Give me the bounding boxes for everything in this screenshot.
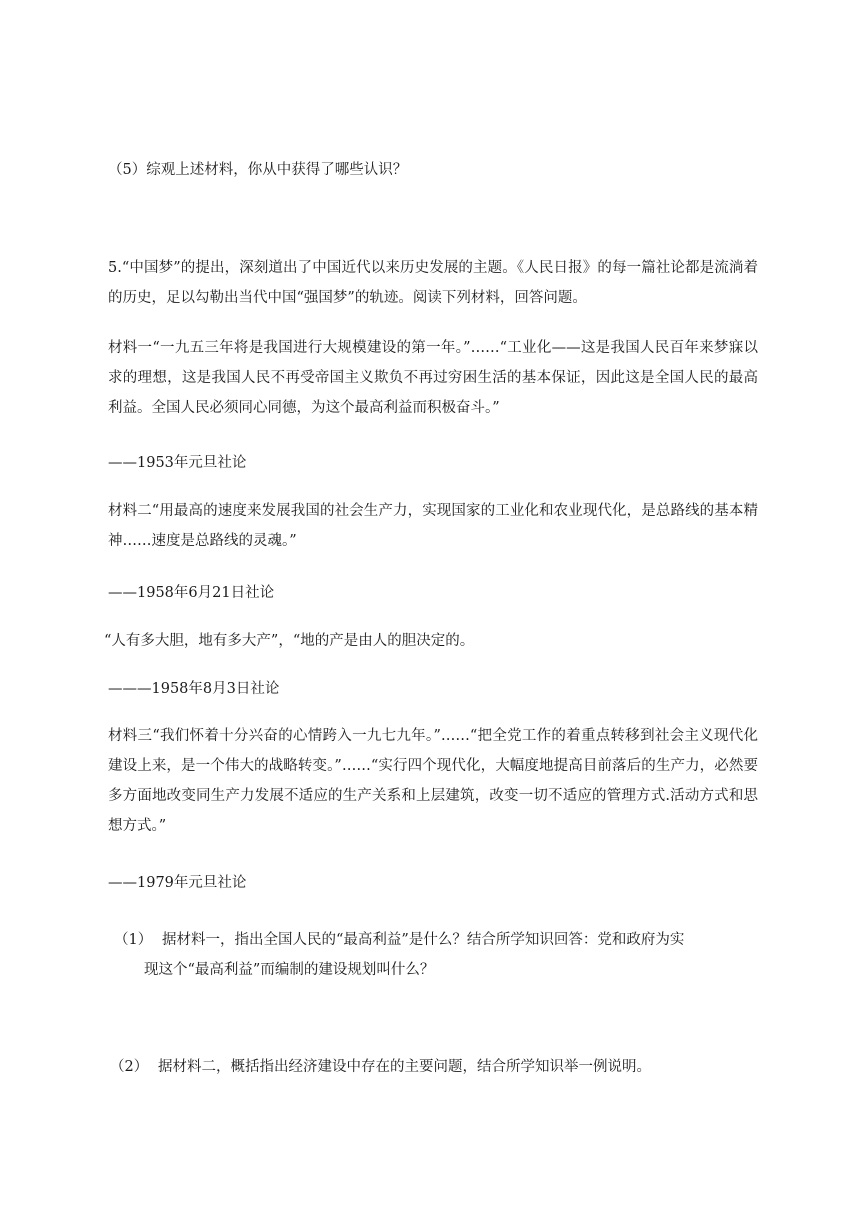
material-2-quote-source: ———1958年8月3日社论 [108,681,280,697]
material-2-quote: “人有多大胆，地有多大产”，“地的产是由人的胆决定的。 [104,633,475,649]
material-1-text: 材料一“一九五三年将是我国进行大规模建设的第一年。”……“工业化——这是我国人民百年来梦寐以求的理想，这是我国人民不再受帝国主义欺负不再过穷困生活的基本保证，因此这是全国人民的最高利益。全国人民必须同心同德，为这个最高利益而积极奋斗。” [108,340,758,416]
material-2-source: ——1958年6月21日社论 [108,585,275,601]
material-1-source: ——1953年元旦社论 [108,455,247,471]
question-1-number: （1） [114,932,153,948]
material-3-source: ——1979年元旦社论 [108,875,247,891]
question-5-intro: 5.“中国梦”的提出，深刻道出了中国近代以来历史发展的主题。《人民日报》的每一篇社论都是流淌着的历史，足以勾勒出当代中国“强国梦”的轨迹。阅读下列材料，回答问题。 [108,260,758,306]
question-1-line-1: 据材料一，指出全国人民的“最高利益”是什么？结合所学知识回答：党和政府为实 [162,932,685,948]
question-4-part-5: （5）综观上述材料，你从中获得了哪些认识？ [108,162,408,178]
question-2-line-1: 据材料二，概括指出经济建设中存在的主要问题，结合所学知识举一例说明。 [158,1059,651,1075]
material-3-text: 材料三“我们怀着十分兴奋的心情跨入一九七九年。”……“把全党工作的着重点转移到社会主义现代化建设上来，是一个伟大的战略转变。”……“实行四个现代化，大幅度地提高目前落后的生产力，必然要多方面地改变同生产力发展不适应的生产关系和上层建筑，改变一切不适应的管理方式.活动方式和思想方式。” [108,728,758,834]
question-1-line-2: 现这个“最高利益”而编制的建设规划叫什么？ [144,962,435,978]
material-2-text: 材料二“用最高的速度来发展我国的社会生产力，实现国家的工业化和农业现代化，是总路线的基本精神……速度是总路线的灵魂。” [108,503,758,549]
question-1 [114,930,684,950]
question-2 [110,1057,651,1077]
question-2-number: （2） [110,1059,149,1075]
